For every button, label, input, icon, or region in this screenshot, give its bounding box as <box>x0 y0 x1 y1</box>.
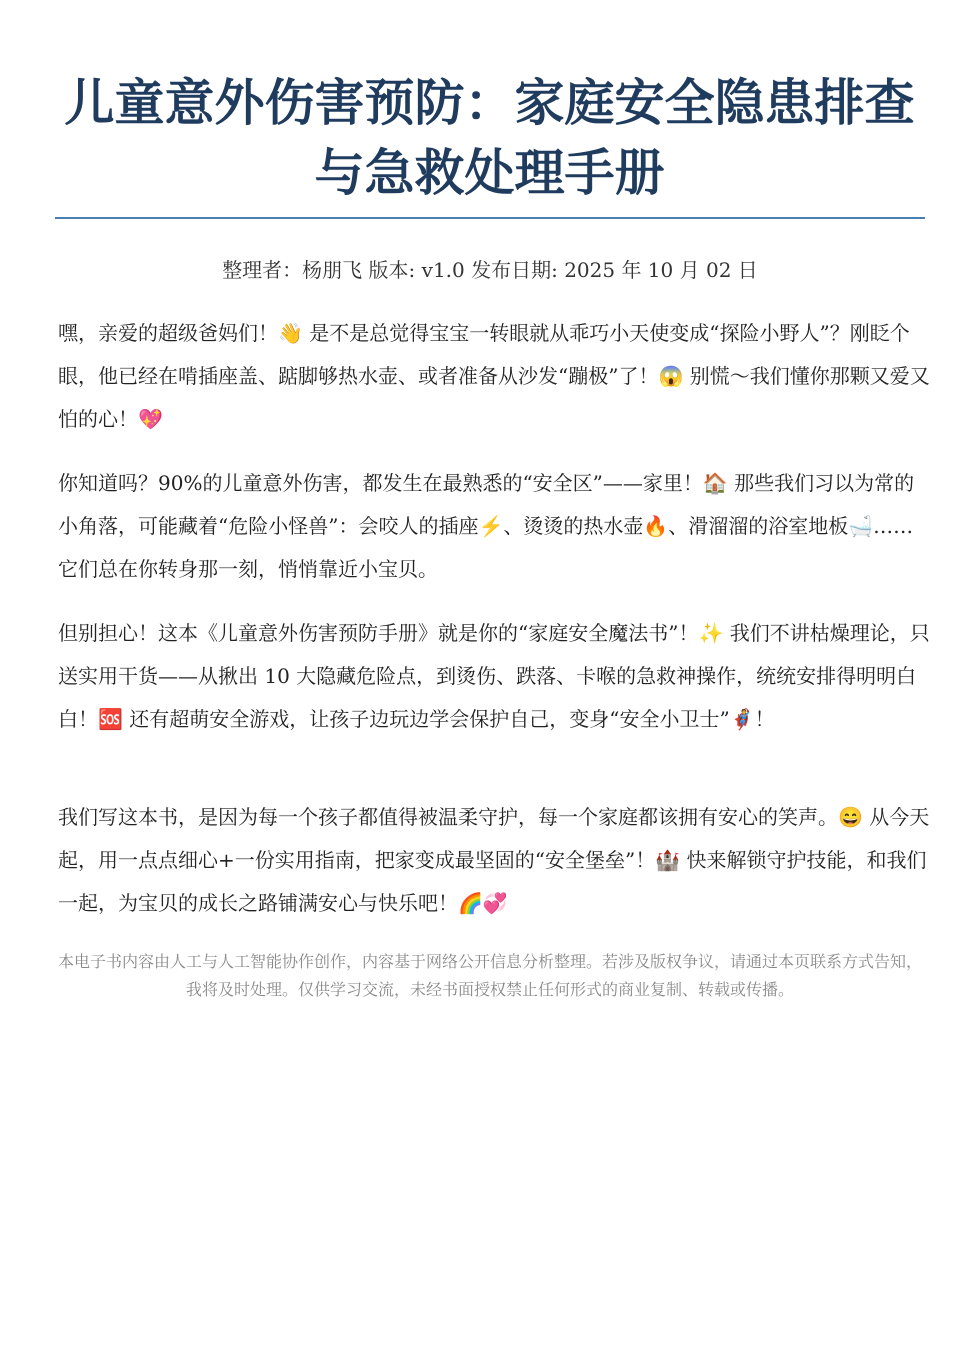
page-title: 儿童意外伤害预防：家庭安全隐患排查与急救处理手册 <box>64 74 915 202</box>
document-meta: 整理者：杨朋飞 版本: v1.0 发布日期: 2025 年 10 月 02 日 <box>222 258 758 282</box>
title-divider <box>55 217 925 219</box>
intro-paragraph-1: 嘿，亲爱的超级爸妈们！👋 是不是总觉得宝宝一转眼就从乖巧小天使变成“探险小野人”？刚眨个眼，他已经在啃插座盖、踮脚够热水壶、或者准备从沙发“蹦极”了！😱 别慌～我们懂你那颗又爱又怕的心！💖 <box>58 321 930 431</box>
intro-paragraph-4: 我们写这本书，是因为每一个孩子都值得被温柔守护，每一个家庭都该拥有安心的笑声。😄 从今天起，用一点点细心+一份实用指南，把家变成最坚固的“安全堡垒”！🏰 快来解锁守护技能，和我们一起，为宝贝的成长之路铺满安心与快乐吧！🌈💞 <box>58 805 930 915</box>
intro-paragraph-2: 你知道吗？90%的儿童意外伤害，都发生在最熟悉的“安全区”——家里！🏠 那些我们习以为常的小角落，可能藏着“危险小怪兽”：会咬人的插座⚡、烫烫的热水壶🔥、滑溜溜的浴室地板🛁……它们总在你转身那一刻，悄悄靠近小宝贝。 <box>58 471 915 581</box>
intro-paragraph-3: 但别担心！这本《儿童意外伤害预防手册》就是你的“家庭安全魔法书”！✨ 我们不讲枯燥理论，只送实用干货——从揪出 10 大隐藏危险点，到烫伤、跌落、卡喉的急救神操作，统统安排得明明白白！🆘 还有超萌安全游戏，让孩子边玩边学会保护自己，变身“安全小卫士”🦸！ <box>58 621 930 731</box>
copyright-notice: 本电子书内容由人工与人工智能协作创作，内容基于网络公开信息分析整理。若涉及版权争议，请通过本页联系方式告知，我将及时处理。仅供学习交流，未经书面授权禁止任何形式的商业复制、转载或传播。 <box>57 952 922 999</box>
